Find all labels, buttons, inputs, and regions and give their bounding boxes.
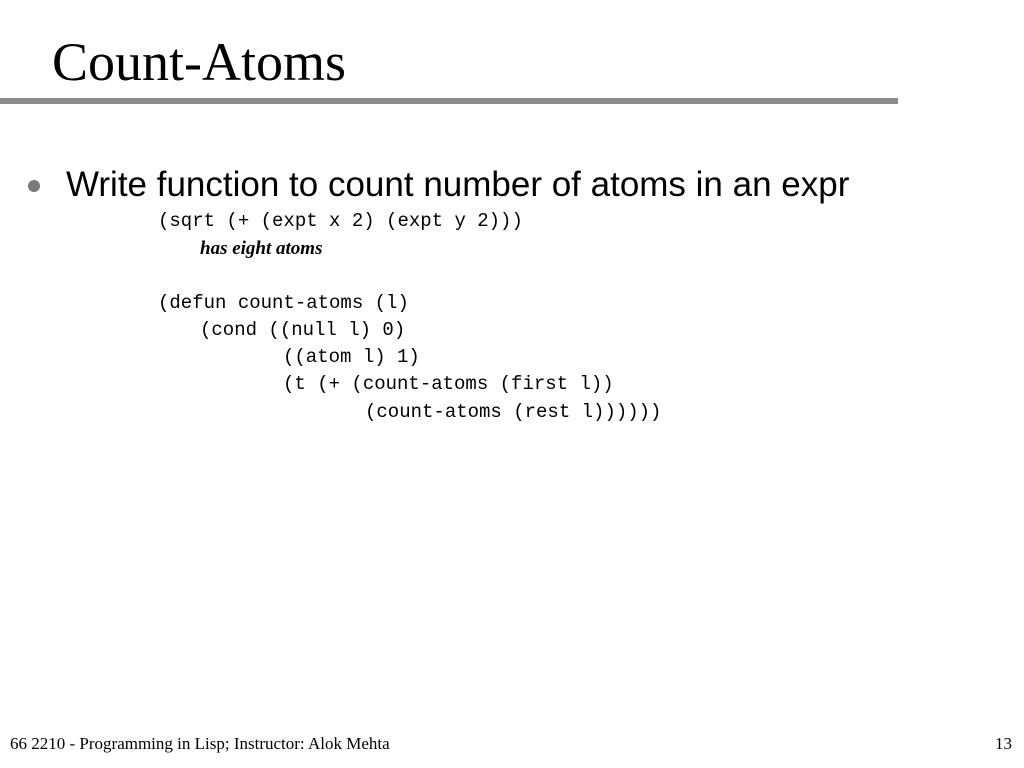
- bullet-dot-icon: [28, 180, 40, 192]
- footer-page-number: 13: [995, 734, 1012, 753]
- footer-course: 66 2210 - Programming in Lisp; Instructor: Alok Mehta: [10, 734, 390, 753]
- example-expression: (sqrt (+ (expt x 2) (expt y 2))): [158, 210, 523, 232]
- code-line-defun: (defun count-atoms (l): [158, 292, 409, 314]
- code-line-cond: (cond ((null l) 0): [200, 319, 406, 341]
- title-underline: [0, 98, 898, 104]
- slide-title: Count-Atoms: [52, 32, 347, 92]
- code-line-rest-clause: (count-atoms (rest l)))))): [365, 401, 662, 423]
- code-line-atom-clause: ((atom l) 1): [283, 346, 420, 368]
- bullet-text: Write function to count number of atoms in an expr: [66, 165, 850, 204]
- example-note: has eight atoms: [200, 238, 323, 259]
- code-line-t-clause: (t (+ (count-atoms (first l)): [283, 373, 614, 395]
